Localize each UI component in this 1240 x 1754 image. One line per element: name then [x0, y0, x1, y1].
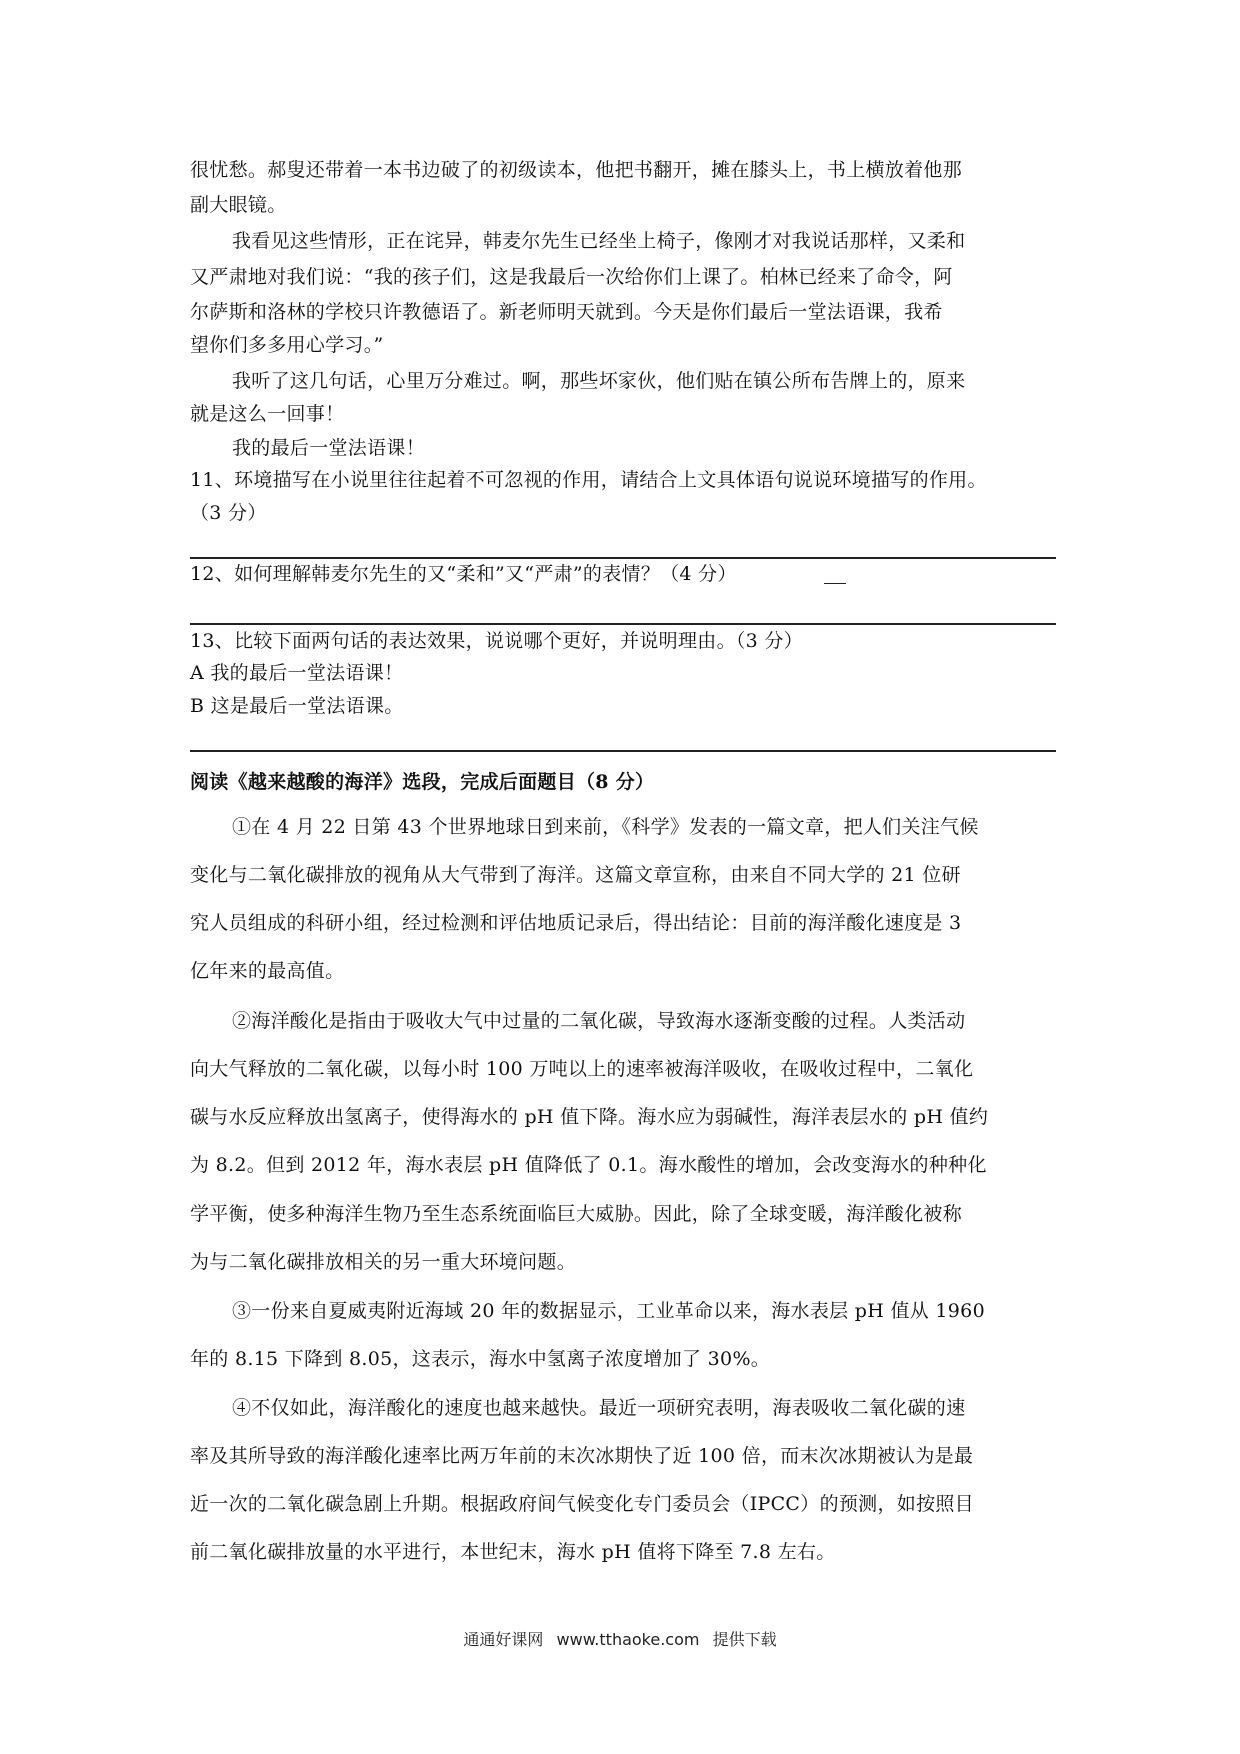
passage-line: 我的最后一堂法语课！: [232, 437, 426, 459]
paragraph-line: ④不仅如此，海洋酸化的速度也越来越快。最近一项研究表明，海表吸收二氧化碳的速: [232, 1397, 966, 1419]
option-b: B 这是最后一堂法语课。: [190, 695, 404, 717]
paragraph-line: 向大气释放的二氧化碳，以每小时 100 万吨以上的速率被海洋吸收，在吸收过程中，二氧化: [190, 1058, 974, 1080]
question-text: 11、环境描写在小说里往往起着不可忽视的作用，请结合上文具体语句说说环境描写的作用。: [190, 469, 987, 491]
footer-site-name: 通通好课网: [463, 1630, 544, 1649]
answer-line: [190, 557, 1056, 559]
answer-line: [190, 750, 1056, 752]
answer-line: [190, 623, 1056, 625]
paragraph-line: 碳与水反应释放出氢离子，使得海水的 pH 值下降。海水应为弱碱性，海洋表层水的 pH 值约: [190, 1106, 989, 1128]
passage-line: 我听了这几句话，心里万分难过。啊，那些坏家伙，他们贴在镇公所布告牌上的，原来: [232, 370, 966, 392]
paragraph-line: 年的 8.15 下降到 8.05，这表示，海水中氢离子浓度增加了 30%。: [190, 1348, 771, 1370]
section-heading: 阅读《越来越酸的海洋》选段，完成后面题目（8 分）: [190, 771, 655, 793]
footer-suffix: 提供下载: [712, 1630, 777, 1649]
passage-line: 就是这么一回事！: [190, 403, 345, 425]
paragraph-line: 近一次的二氧化碳急剧上升期。根据政府间气候变化专门委员会（IPCC）的预测，如按照目: [190, 1493, 974, 1515]
question-text: 13、比较下面两句话的表达效果，说说哪个更好，并说明理由。（3 分）: [190, 630, 804, 652]
paragraph-line: 率及其所导致的海洋酸化速率比两万年前的末次冰期快了近 100 倍，而末次冰期被认为是最: [190, 1445, 974, 1467]
paragraph-line: 为 8.2。但到 2012 年，海水表层 pH 值降低了 0.1。海水酸性的增加，会改变海水的种种化: [190, 1154, 987, 1176]
question-score: （3 分）: [190, 502, 267, 524]
answer-blank: [824, 583, 846, 584]
passage-line: 副大眼镜。: [190, 194, 287, 216]
paragraph-line: 亿年来的最高值。: [190, 960, 345, 982]
option-a: A 我的最后一堂法语课！: [190, 662, 404, 684]
paragraph-line: ②海洋酸化是指由于吸收大气中过量的二氧化碳，导致海水逐渐变酸的过程。人类活动: [232, 1010, 966, 1032]
question-text: 12、如何理解韩麦尔先生的又“柔和”又“严肃”的表情？（4 分）: [190, 563, 737, 585]
passage-line: 我看见这些情形，正在诧异，韩麦尔先生已经坐上椅子，像刚才对我说话那样，又柔和: [232, 230, 966, 252]
paragraph-line: ①在 4 月 22 日第 43 个世界地球日到来前，《科学》发表的一篇文章，把人们关注气候: [232, 816, 979, 838]
footer-url[interactable]: www.tthaoke.com: [556, 1630, 700, 1649]
paragraph-line: 变化与二氧化碳排放的视角从大气带到了海洋。这篇文章宣称，由来自不同大学的 21 位研: [190, 864, 961, 886]
paragraph-line: 学平衡，使多种海洋生物乃至生态系统面临巨大威胁。因此，除了全球变暖，海洋酸化被称: [190, 1203, 963, 1225]
passage-line: 很忧愁。郝叟还带着一本书边破了的初级读本，他把书翻开，摊在膝头上，书上横放着他那: [190, 159, 963, 181]
passage-line: 尔萨斯和洛林的学校只许教德语了。新老师明天就到。今天是你们最后一堂法语课，我希: [190, 301, 943, 323]
passage-line: 望你们多多用心学习。”: [190, 334, 384, 356]
passage-line: 又严肃地对我们说：“我的孩子们，这是我最后一次给你们上课了。柏林已经来了命令，阿: [190, 266, 953, 288]
paragraph-line: 前二氧化碳排放量的水平进行，本世纪末，海水 pH 值将下降至 7.8 左右。: [190, 1541, 836, 1563]
paragraph-line: ③一份来自夏威夷附近海域 20 年的数据显示，工业革命以来，海水表层 pH 值从 1960: [232, 1300, 985, 1322]
page-footer: [0, 1627, 1240, 1650]
paragraph-line: 为与二氧化碳排放相关的另一重大环境问题。: [190, 1251, 577, 1273]
paragraph-line: 究人员组成的科研小组，经过检测和评估地质记录后，得出结论：目前的海洋酸化速度是 3: [190, 912, 962, 934]
